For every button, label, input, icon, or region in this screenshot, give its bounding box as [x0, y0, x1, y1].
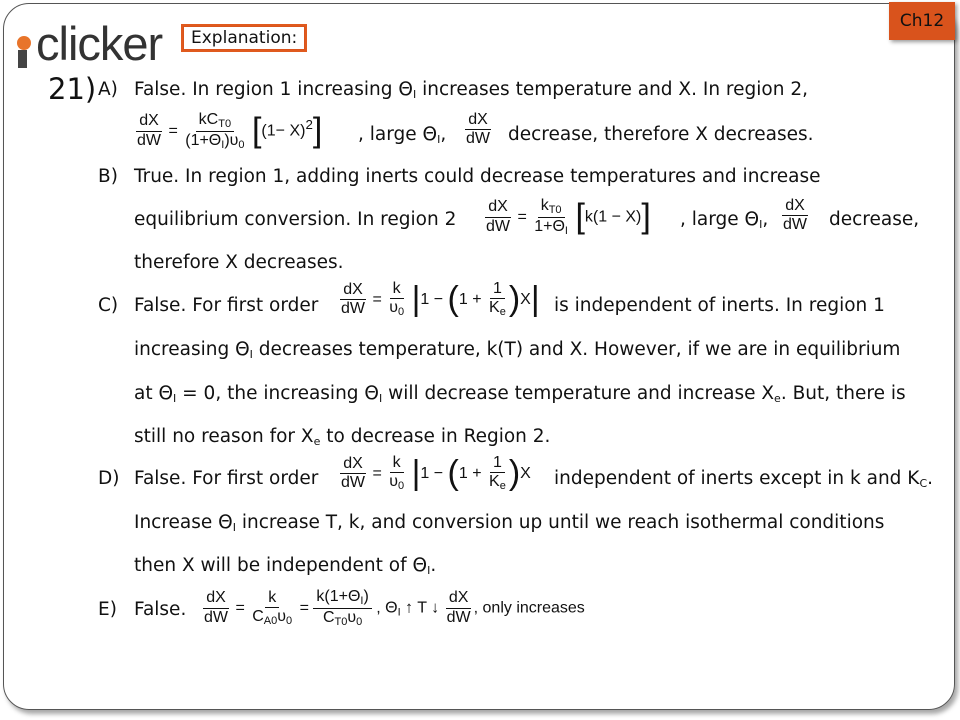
option-c-line1b: is independent of inerts. In region 1	[554, 295, 885, 316]
logo-bar	[18, 50, 27, 68]
option-c-line1a: False. For first order	[134, 295, 319, 316]
option-label-e: E)	[98, 599, 117, 620]
option-b-equation: $\frac{dX}{dW}$ = $\frac{k_{T0}}{1+\Theta_I}$ [k(1 − X)]	[486, 197, 651, 237]
option-e-line1: False.	[134, 599, 187, 620]
option-b-line3: therefore X decreases.	[134, 252, 344, 273]
option-label-c: C)	[98, 295, 119, 316]
option-c-line2: increasing $\Theta_I$ decreases temperature, k(T) and X. However, if we are in equilibrium	[134, 339, 901, 361]
option-d-line3: then X will be independent of $\Theta_I$.	[134, 555, 437, 577]
option-a-tail: , large $\Theta_I$,	[358, 124, 447, 146]
option-a-line1: False. In region 1 increasing $\Theta_I$ increases temperature and X. In region 2,	[134, 79, 808, 101]
option-b-line2: equilibrium conversion. In region 2	[134, 209, 457, 230]
logo-text: clicker	[36, 17, 163, 70]
option-b-tail: , large $\Theta_I$,	[680, 209, 769, 231]
logo-dot	[17, 36, 31, 50]
option-d-line1a: False. For first order	[134, 468, 319, 489]
question-number: 21)	[48, 72, 97, 106]
option-b-decrease: decrease,	[829, 209, 920, 230]
option-c-line3: at $\Theta_I = 0$, the increasing $\Theta_I$ will decrease temperature and increase $X_e$. But, there is	[134, 383, 906, 405]
option-e-equation: $\frac{dX}{dW}$ = $\frac{k}{C_{A0}\upsilon_0}$ = $\frac{k(1+\Theta_I)}{C_{T0}\upsilon_0}$ , $\Theta_I$ ↑ T ↓ $\frac{dX}{dW}$ , only increases	[204, 588, 585, 628]
explanation-label: Explanation:	[181, 24, 307, 52]
option-label-b: B)	[98, 166, 118, 187]
option-c-equation: $\frac{dX}{dW}$ = $\frac{k}{\upsilon_0}$ |1 − (1 + $\frac{1}{K_e}$ )X|	[341, 280, 540, 319]
option-c-line4: still no reason for $X_e$ to decrease in Region 2.	[134, 426, 551, 448]
iclicker-logo	[14, 12, 184, 70]
option-label-d: D)	[98, 468, 120, 489]
option-b-line1: True. In region 1, adding inerts could decrease temperatures and increase	[134, 166, 821, 187]
option-a-conclusion: decrease, therefore X decreases.	[508, 124, 814, 145]
option-d-equation: $\frac{dX}{dW}$ = $\frac{k}{\upsilon_0}$ |1 − (1 + $\frac{1}{K_e}$ )X	[341, 454, 531, 493]
option-d-line2: Increase $\Theta_I$ increase T, k, and conversion up until we reach isothermal conditions	[134, 512, 885, 534]
option-a-equation: $\frac{dX}{dW}$ = $\frac{kC_{T0}}{(1+\Theta_I)\upsilon_0}$ $[(1- X)^2]$	[137, 111, 323, 151]
option-a-dxdw: $\frac{dX}{dW}$	[466, 111, 490, 148]
option-b-dxdw: $\frac{dX}{dW}$	[783, 197, 807, 234]
chapter-badge: Ch12	[889, 2, 955, 40]
option-label-a: A)	[98, 79, 118, 100]
option-d-line1b: independent of inerts except in k and $K_C$.	[554, 468, 934, 490]
